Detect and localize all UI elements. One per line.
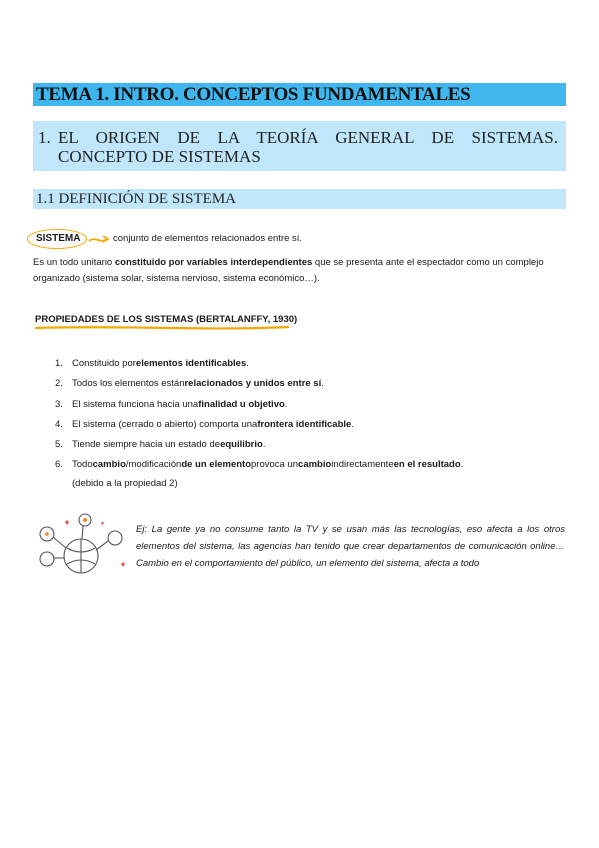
list-text: . xyxy=(284,398,288,410)
list-bold: de un elemento xyxy=(181,459,252,471)
list-text: Tiende siempre hacia un estado de xyxy=(72,439,221,451)
list-text: Todos los elementos están xyxy=(72,378,185,390)
properties-note: (debido a la propiedad 2) xyxy=(72,478,178,489)
list-item xyxy=(55,395,463,415)
list-bold: cambio xyxy=(298,459,332,471)
list-text: . xyxy=(351,418,354,430)
list-item xyxy=(55,435,463,455)
list-bold: elementos identificables xyxy=(135,358,247,369)
list-item xyxy=(55,354,463,374)
list-bold: equilibrio xyxy=(220,439,263,451)
list-bold: frontera identificable xyxy=(257,418,352,430)
list-text: Todo xyxy=(72,459,93,471)
underline-decoration xyxy=(33,323,291,333)
arrow-icon xyxy=(88,232,112,246)
example-text: Ej: La gente ya no consume tanto la TV y se usan más las tecnologías, eso afecta a los otros elementos del sistema, las agencias han tenido que crear departamentos de comunicación online… Cambio en el comportamiento del público, un elemento del sistema, afecta a todo xyxy=(136,524,565,569)
section-title-line1: EL ORIGEN DE LA TEORÍA GENERAL DE SISTEMAS. xyxy=(58,128,558,147)
list-number: 6. xyxy=(55,459,63,471)
list-item xyxy=(55,374,463,394)
list-number: 2. xyxy=(55,378,63,390)
list-text: El sistema (cerrado o abierto) comporta una xyxy=(72,418,258,430)
list-text: . xyxy=(460,459,464,471)
list-text: /modificación xyxy=(125,459,182,471)
subsection-title: 1.1 DEFINICIÓN DE SISTEMA xyxy=(36,191,236,207)
list-bold: relacionados y unidos entre sí xyxy=(184,378,322,390)
network-illustration-icon xyxy=(33,512,129,582)
list-number: 1. xyxy=(55,358,63,369)
paragraph-text: que se presenta ante el espectador como un complejo organizado (sistema solar, sistema nervioso, sistema económico…). xyxy=(33,257,544,284)
list-text: provoca un xyxy=(251,459,299,471)
list-text: El sistema funciona hacia una xyxy=(72,398,199,410)
paragraph-bold: constituido por variables interdependientes xyxy=(114,257,313,268)
properties-list xyxy=(55,354,463,476)
list-number: 5. xyxy=(55,439,63,451)
list-number: 3. xyxy=(55,398,63,410)
list-number: 4. xyxy=(55,418,63,430)
list-bold: cambio xyxy=(92,459,126,471)
properties-title: PROPIEDADES DE LOS SISTEMAS (BERTALANFFY, 1930) xyxy=(35,314,298,325)
list-item xyxy=(55,455,463,475)
section-title-line2: CONCEPTO DE SISTEMAS xyxy=(58,147,261,166)
list-text: . xyxy=(262,439,266,451)
definition-text: conjunto de elementos relacionados entre sí. xyxy=(113,233,303,244)
page-title: TEMA 1. INTRO. CONCEPTOS FUNDAMENTALES xyxy=(36,84,471,105)
list-bold: en el resultado xyxy=(393,459,461,471)
definition-paragraph xyxy=(33,255,566,287)
list-text: . xyxy=(321,378,324,390)
list-text: indirectamente xyxy=(331,459,394,471)
list-bold: finalidad u objetivo xyxy=(198,398,285,410)
list-text: . xyxy=(246,358,249,369)
definition-term: SISTEMA xyxy=(36,233,81,244)
section-number: 1. xyxy=(38,128,51,147)
paragraph-text: Es un todo unitario xyxy=(33,257,115,268)
list-text: Constituido por xyxy=(72,358,136,369)
list-item xyxy=(55,415,463,435)
